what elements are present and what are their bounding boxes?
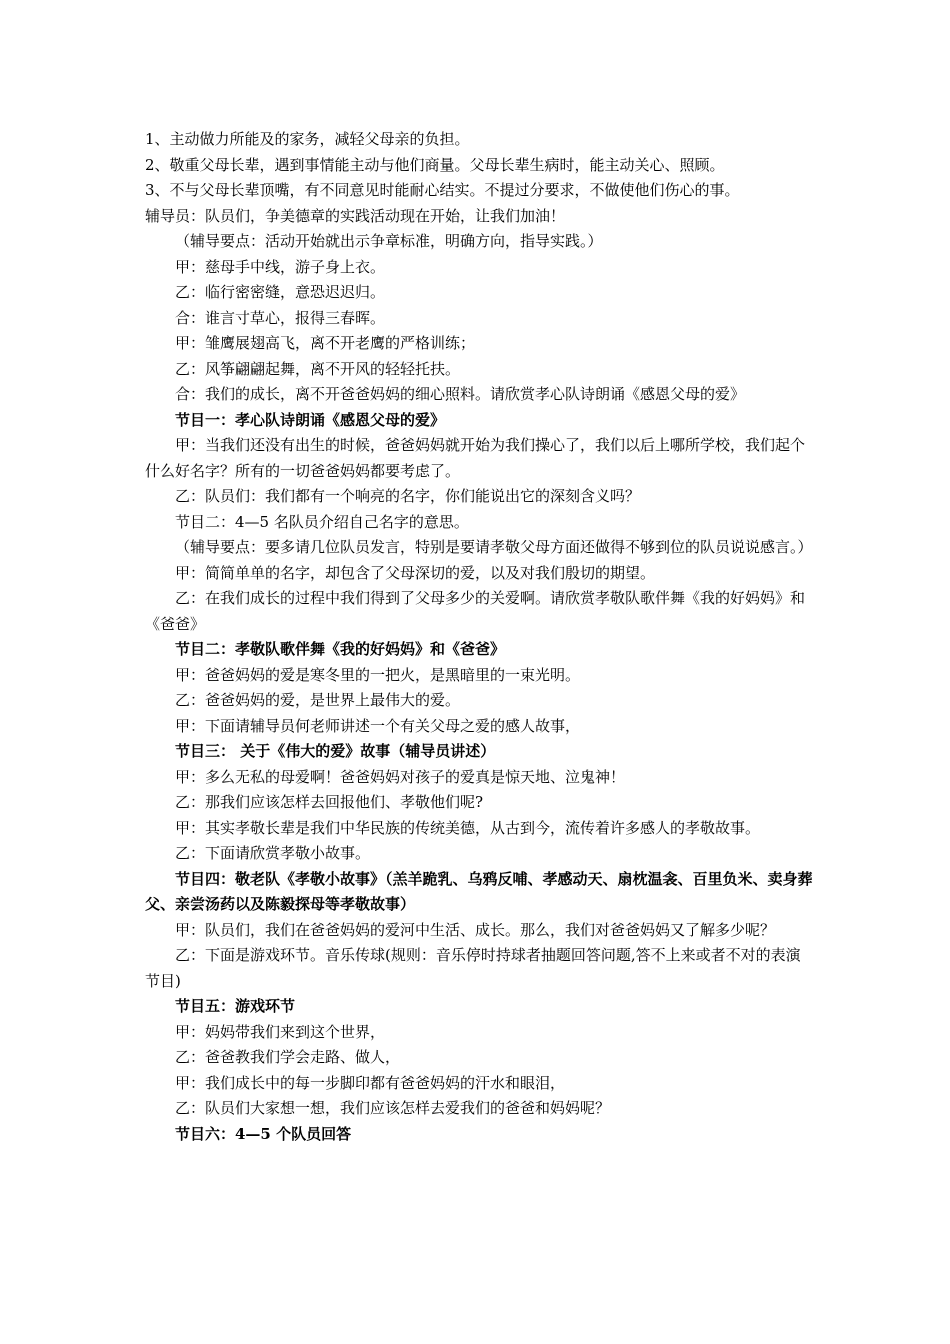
section-heading: 节目六：4—5 个队员回答 [175, 1124, 352, 1143]
text-line: 辅导员：队员们，争美德章的实践活动现在开始，让我们加油！ [145, 206, 566, 225]
text-paragraph: 甲：其实孝敬长辈是我们中华民族的传统美德，从古到今，流传着许多感人的孝敬故事。 [175, 818, 761, 837]
text-line: 甲：简简单单的名字，却包含了父母深切的爱，以及对我们殷切的期望。 [175, 563, 656, 582]
text-line: （辅导要点：活动开始就出示争章标准，明确方向，指导实践。） [175, 232, 603, 250]
text-line: 乙：队员们：我们都有一个响亮的名字，你们能说出它的深刻含义吗？ [175, 487, 641, 505]
text-paragraph: 甲：队员们，我们在爸爸妈妈的爱河中生活、成长。那么，我们对爸爸妈妈又了解多少呢？ [175, 920, 776, 939]
text-line: 1、主动做力所能及的家务，减轻父母亲的负担。 [145, 130, 470, 148]
text-line: 乙：队员们大家想一想，我们应该怎样去爱我们的爸爸和妈妈呢？ [175, 1099, 611, 1117]
section-heading: 节目一：孝心队诗朗诵《感恩父母的爱》 [175, 410, 446, 429]
text-line: 甲：多么无私的母爱啊！爸爸妈妈对孩子的爱真是惊天地、泣鬼神！ [175, 767, 626, 786]
text-line: 乙：爸爸教我们学会走路、做人， [175, 1048, 401, 1066]
section-heading: 节目三： 关于《伟大的爱》故事（辅导员讲述） [175, 742, 496, 760]
text-line: 节目二：4—5 名队员介绍自己名字的意思。 [175, 512, 469, 531]
text-line: 乙：临行密密缝，意恐迟迟归。 [175, 283, 386, 301]
text-paragraph: 乙：在我们成长的过程中我们得到了父母多少的关爱啊。请欣赏孝敬队歌伴舞《我的好妈妈》和《爸爸》 [145, 589, 806, 633]
text-line: 乙：风筝翩翩起舞，离不开风的轻轻托扶。 [175, 359, 461, 378]
document-body [145, 127, 813, 1147]
text-paragraph: 合：我们的成长，离不开爸爸妈妈的细心照料。请欣赏孝心队诗朗诵《感恩父母的爱》 [175, 385, 746, 403]
text-line: 2、敬重父母长辈，遇到事情能主动与他们商量。父母长辈生病时，能主动关心、照顾。 [145, 155, 725, 174]
section-heading: 节目四：敬老队《孝敬小故事》（羔羊跪乳、乌鸦反哺、孝感动天、扇枕温衾、百里负米、卖身葬父、亲尝汤药以及陈毅探母等孝敬故事） [145, 869, 813, 913]
section-heading: 节目二：孝敬队歌伴舞《我的好妈妈》和《爸爸》 [175, 640, 506, 658]
text-line: 甲：雏鹰展翅高飞，离不开老鹰的严格训练； [175, 334, 476, 352]
text-line: 合：谁言寸草心，报得三春晖。 [175, 308, 386, 327]
text-paragraph: 乙：下面是游戏环节。音乐传球(规则：音乐停时持球者抽题回答问题,答不上来或者不对的表演节目) [145, 946, 801, 990]
text-line: 乙：下面请欣赏孝敬小故事。 [175, 844, 371, 862]
text-line: 甲：下面请辅导员何老师讲述一个有关父母之爱的感人故事， [175, 716, 581, 735]
text-line: 甲：慈母手中线，游子身上衣。 [175, 257, 386, 276]
text-line: 乙：爸爸妈妈的爱，是世界上最伟大的爱。 [175, 691, 461, 709]
text-line: 甲：爸爸妈妈的爱是寒冬里的一把火，是黑暗里的一束光明。 [175, 665, 581, 684]
text-line: 3、不与父母长辈顶嘴，有不同意见时能耐心结实。不提过分要求，不做使他们伤心的事。 [145, 181, 740, 199]
text-paragraph: 甲：当我们还没有出生的时候，爸爸妈妈就开始为我们操心了，我们以后上哪所学校，我们起个什么好名字？所有的一切爸爸妈妈都要考虑了。 [145, 436, 806, 480]
text-paragraph: （辅导要点：要多请几位队员发言，特别是要请孝敬父母方面还做得不够到位的队员说说感言。） [175, 538, 813, 556]
text-line: 甲：妈妈带我们来到这个世界， [175, 1022, 386, 1041]
text-line: 乙：那我们应该怎样去回报他们、孝敬他们呢? [175, 793, 484, 811]
text-line: 甲：我们成长中的每一步脚印都有爸爸妈妈的汗水和眼泪， [175, 1073, 566, 1092]
section-heading: 节目五：游戏环节 [175, 997, 296, 1015]
